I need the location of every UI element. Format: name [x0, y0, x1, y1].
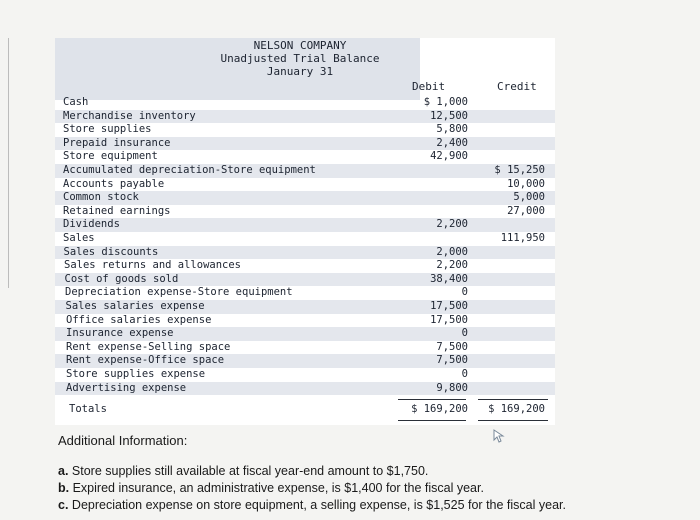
debit-amount: 2,200	[436, 259, 468, 272]
account-name: Accumulated depreciation-Store equipment	[63, 164, 316, 176]
left-border-line	[8, 38, 9, 288]
table-row	[55, 368, 555, 382]
debit-amount: 42,900	[430, 150, 468, 163]
item-letter: b.	[58, 481, 70, 495]
account-name: Insurance expense	[66, 327, 174, 340]
account-name: Store supplies expense	[66, 368, 206, 380]
table-row	[55, 259, 555, 273]
account-name: Office salaries expense	[66, 313, 212, 326]
debit-amount: 0	[461, 368, 468, 380]
item-text: Depreciation expense on store equipment, a selling expense, is $1,525 for the fiscal year.	[71, 498, 566, 512]
credit-total-double-rule	[478, 420, 548, 421]
item-letter: a.	[58, 464, 69, 478]
table-row	[55, 178, 555, 192]
table-row	[55, 96, 555, 110]
account-name: Retained earnings	[63, 204, 171, 217]
table-row	[55, 286, 555, 300]
account-name: Depreciation expense-Store equipment	[65, 286, 293, 299]
table-row	[55, 137, 555, 151]
account-name: Cost of goods sold	[64, 272, 179, 285]
debit-total-rule	[398, 399, 466, 400]
table-row	[55, 341, 555, 355]
table-row	[55, 382, 555, 396]
account-name: Store supplies	[63, 123, 152, 136]
credit-total: $ 169,200	[488, 403, 545, 415]
credit-amount: $ 15,250	[494, 164, 545, 176]
account-name: Common stock	[63, 191, 139, 204]
table-row	[55, 327, 555, 341]
account-name: Cash	[63, 96, 89, 108]
table-row	[55, 164, 555, 178]
debit-total-double-rule	[398, 420, 466, 421]
account-name: Accounts payable	[63, 177, 165, 190]
account-name: Advertising expense	[66, 381, 187, 394]
account-name: Dividends	[63, 218, 120, 231]
totals-row	[55, 403, 555, 417]
debit-amount: 17,500	[430, 300, 468, 312]
debit-amount: 7,500	[436, 354, 468, 367]
debit-column-header: Debit	[412, 80, 446, 93]
table-row	[55, 354, 555, 368]
table-row	[55, 205, 555, 219]
table-row	[55, 123, 555, 137]
table-row	[55, 232, 555, 246]
additional-item-b	[58, 481, 484, 495]
credit-amount: 10,000	[507, 177, 545, 190]
additional-item-c	[58, 498, 566, 512]
account-name: Sales returns and allowances	[64, 259, 242, 272]
credit-amount: 27,000	[507, 204, 545, 217]
table-row	[55, 191, 555, 205]
additional-info-heading: Additional Information:	[58, 433, 188, 448]
item-text: Expired insurance, an administrative expense, is $1,400 for the fiscal year.	[72, 481, 484, 495]
account-name: Prepaid insurance	[63, 136, 171, 149]
account-name: Rent expense-Selling space	[66, 340, 231, 353]
debit-total: $ 169,200	[411, 403, 468, 415]
debit-amount: 7,500	[436, 340, 468, 353]
table-row	[55, 300, 555, 314]
account-name: Rent expense-Office space	[66, 354, 225, 367]
credit-total-rule	[478, 399, 548, 400]
company-name: NELSON COMPANY	[253, 39, 347, 52]
credit-amount: 5,000	[513, 191, 545, 204]
report-date: January 31	[266, 65, 334, 78]
totals-label: Totals	[69, 403, 107, 415]
account-name: Merchandise inventory	[63, 109, 196, 122]
table-row	[55, 246, 555, 260]
mouse-pointer-icon	[493, 429, 505, 443]
credit-column-header: Credit	[497, 80, 537, 93]
debit-amount: 38,400	[430, 272, 468, 285]
debit-amount: 12,500	[430, 109, 468, 122]
account-name: Sales salaries expense	[65, 300, 205, 312]
account-name: Store equipment	[63, 150, 158, 163]
report-title: Unadjusted Trial Balance	[220, 52, 380, 65]
account-name: Sales	[63, 232, 95, 244]
item-text: Store supplies still available at fiscal year-end amount to $1,750.	[71, 464, 429, 478]
debit-amount: 2,000	[436, 245, 468, 258]
debit-amount: 0	[461, 286, 468, 299]
debit-amount: 2,400	[436, 136, 468, 149]
table-row	[55, 314, 555, 328]
debit-amount: 5,800	[436, 123, 468, 136]
table-row	[55, 218, 555, 232]
credit-amount: 111,950	[500, 232, 545, 244]
table-row	[55, 150, 555, 164]
account-name: Sales discounts	[63, 245, 159, 258]
debit-amount: 17,500	[430, 313, 468, 326]
table-row	[55, 273, 555, 287]
debit-amount: 0	[461, 327, 468, 340]
additional-item-a	[58, 464, 428, 478]
debit-amount: 2,200	[436, 218, 468, 231]
debit-amount: $ 1,000	[423, 96, 468, 108]
debit-amount: 9,800	[436, 381, 468, 394]
table-row	[55, 110, 555, 124]
item-letter: c.	[58, 498, 69, 512]
